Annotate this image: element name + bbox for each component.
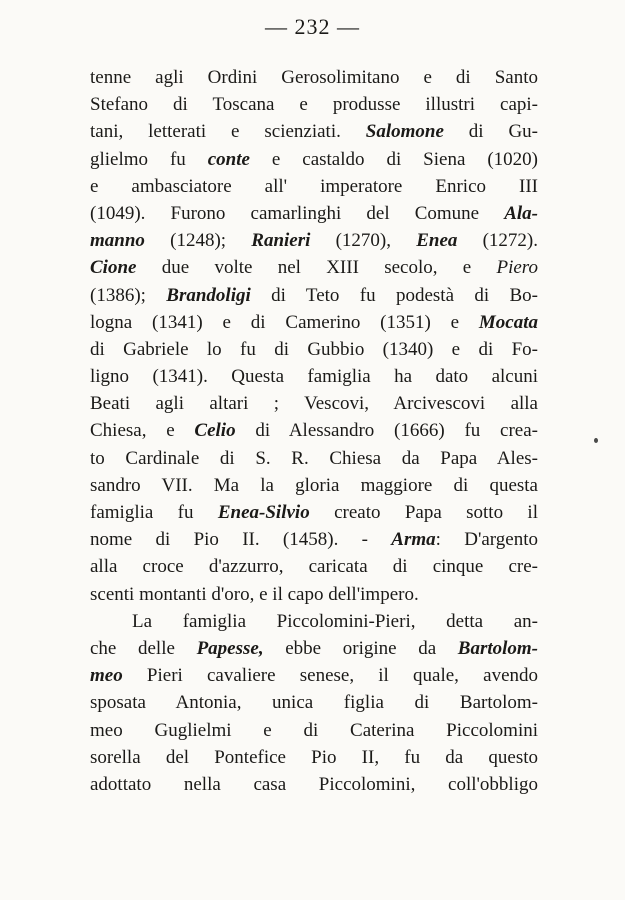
text-run: Stefano di Toscana e produsse illustri capi- <box>90 94 538 116</box>
text-run: to Cardinale di S. R. Chiesa da Papa Ales- <box>90 447 538 469</box>
text-line <box>90 744 538 771</box>
text-line <box>90 526 538 553</box>
text-run: logna (1341) e di Camerino (1351) e <box>90 311 479 333</box>
text-line <box>90 635 538 662</box>
text-line <box>90 445 538 472</box>
text-run: (1270), <box>310 230 417 252</box>
text-line <box>90 336 538 363</box>
text-line <box>90 309 538 336</box>
text-line <box>90 254 538 281</box>
text-line <box>90 146 538 173</box>
text-run: (1049). Furono camarlinghi del Comune <box>90 202 505 224</box>
text-line <box>90 227 538 254</box>
text-run: (1248); <box>144 230 252 252</box>
text-line <box>90 689 538 716</box>
text-run: di Teto fu podestà di Bo- <box>250 284 538 306</box>
text-line <box>90 608 538 635</box>
text-line <box>90 499 538 526</box>
emphasized-name: Bartolom- <box>457 637 538 659</box>
text-run: e castaldo di Siena (1020) <box>249 148 538 170</box>
text-run: Pieri cavaliere senese, il quale, avendo <box>122 665 538 687</box>
text-run: meo Guglielmi e di Caterina Piccolomini <box>90 719 538 741</box>
text-line <box>90 64 538 91</box>
text-line <box>90 771 538 798</box>
text-run: di Gabriele lo fu di Gubbio (1340) e di Fo- <box>90 338 538 360</box>
text-run: (1272). <box>457 230 538 252</box>
text-run: famiglia fu <box>90 502 218 523</box>
text-line <box>90 363 538 390</box>
text-run: di Alessandro (1666) fu crea- <box>235 420 538 442</box>
text-line <box>90 91 538 118</box>
text-run: alla croce d'azzurro, caricata di cinque cre- <box>90 556 538 578</box>
text-run: Chiesa, e <box>90 420 195 442</box>
emphasized-name: Ranieri <box>251 230 311 252</box>
emphasized-name: Enea <box>416 230 458 252</box>
emphasized-name: Piero <box>496 257 538 279</box>
emphasized-name: Cione <box>90 257 137 279</box>
text-run: ligno (1341). Questa famiglia ha dato alcuni <box>90 366 538 388</box>
emphasized-name: meo <box>90 665 123 687</box>
emphasized-name: Celio <box>194 420 236 442</box>
text-run: (1386); <box>90 284 167 306</box>
emphasized-name: Mocata <box>478 311 538 333</box>
text-line <box>90 173 538 200</box>
text-line <box>90 200 538 227</box>
ink-speck <box>594 438 598 443</box>
emphasized-name: Ala- <box>504 202 538 224</box>
text-line <box>90 717 538 744</box>
text-run: sandro VII. Ma la gloria maggiore di questa <box>90 474 538 496</box>
text-run: sposata Antonia, unica figlia di Bartolom- <box>90 692 538 714</box>
emphasized-name: Arma <box>391 529 436 551</box>
emphasized-name: Brandoligi <box>166 284 251 306</box>
text-run: nome di Pio II. (1458). - <box>90 529 392 551</box>
text-run: che delle <box>90 637 197 659</box>
text-run: due volte nel XIII secolo, e <box>136 257 497 279</box>
text-run: adottato nella casa Piccolomini, coll'obbligo <box>90 773 538 795</box>
emphasized-name: Salomone <box>365 121 444 143</box>
page-number: — 232 — <box>265 14 360 39</box>
text-line <box>90 417 538 444</box>
text-line <box>90 472 538 499</box>
text-line <box>90 662 538 689</box>
text-run: tani, letterati e scienziati. <box>90 121 366 143</box>
text-run: tenne agli Ordini Gerosolimitano e di Santo <box>90 67 538 88</box>
text-run: e ambasciatore all' imperatore Enrico III <box>90 175 538 197</box>
emphasized-name: manno <box>90 230 145 252</box>
text-line <box>90 118 538 145</box>
text-run: sorella del Pontefice Pio II, fu da questo <box>90 746 538 768</box>
text-run: : D'argento <box>435 529 538 551</box>
text-line <box>90 390 538 417</box>
text-run: scenti montanti d'oro, e il capo dell'impero. <box>90 583 419 605</box>
text-run: creato Papa sotto il <box>309 502 538 523</box>
text-run: ebbe origine da <box>263 637 458 659</box>
emphasized-name: Enea-Silvio <box>217 502 310 523</box>
text-run: di Gu- <box>443 121 539 143</box>
text-run: Beati agli altari ; Vescovi, Arcivescovi alla <box>90 393 538 415</box>
emphasized-name: conte <box>207 148 250 170</box>
emphasized-name: Papesse, <box>196 637 264 659</box>
text-line <box>90 553 538 580</box>
text-run: La famiglia Piccolomini-Pieri, detta an- <box>132 610 538 632</box>
text-line <box>90 282 538 309</box>
body-text <box>90 64 538 798</box>
text-run: glielmo fu <box>90 148 208 170</box>
text-line <box>90 581 538 608</box>
